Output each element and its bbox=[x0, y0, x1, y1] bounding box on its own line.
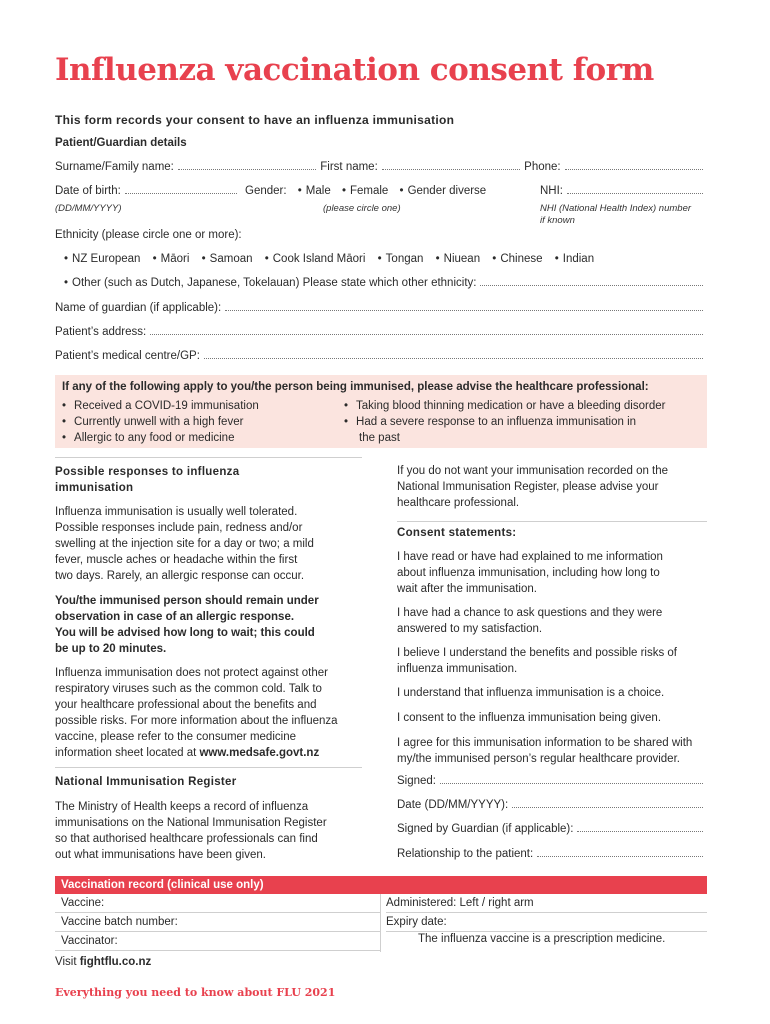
dob-row bbox=[55, 185, 241, 197]
form-subtitle: This form records your consent to have an influenza immunisation bbox=[55, 113, 455, 127]
register-heading: National Immunisation Register bbox=[55, 776, 237, 788]
ethnicity-options bbox=[64, 253, 594, 265]
address-field[interactable] bbox=[150, 333, 703, 335]
ethnicity-option-maori[interactable]: • Māori bbox=[152, 253, 190, 265]
guardian-label: Name of guardian (if applicable): bbox=[55, 302, 222, 314]
table-divider bbox=[380, 894, 381, 952]
relationship-label: Relationship to the patient: bbox=[397, 848, 534, 860]
advise-list-left bbox=[62, 398, 259, 446]
nhi-field[interactable] bbox=[567, 192, 703, 194]
medsafe-link[interactable]: www.medsafe.govt.nz bbox=[199, 747, 320, 759]
surname-field[interactable] bbox=[178, 168, 316, 170]
advise-item: • Received a COVID-19 immunisation bbox=[62, 400, 259, 412]
gender-option-diverse[interactable]: • Gender diverse bbox=[399, 185, 487, 197]
ethnicity-option-cook-island-maori[interactable]: • Cook Island Māori bbox=[264, 253, 366, 265]
advise-item: • Taking blood thinning medication or have a bleeding disorder bbox=[344, 400, 666, 412]
gender-option-male[interactable]: • Male bbox=[297, 185, 331, 197]
prescription-note: The influenza vaccine is a prescription medicine. bbox=[418, 933, 666, 945]
guardian-signature-field[interactable] bbox=[577, 830, 703, 832]
date-label: Date (DD/MM/YYYY): bbox=[397, 799, 509, 811]
medical-centre-label: Patient’s medical centre/GP: bbox=[55, 350, 200, 362]
ethnicity-option-samoan[interactable]: • Samoan bbox=[201, 253, 253, 265]
nhi-label: NHI: bbox=[540, 185, 563, 197]
nhi-row bbox=[540, 185, 707, 197]
divider bbox=[397, 521, 707, 522]
date-row bbox=[397, 799, 707, 811]
responses-heading: Possible responses to influenza immunisation bbox=[55, 466, 240, 494]
divider bbox=[55, 767, 362, 768]
first-name-label: First name: bbox=[320, 161, 378, 173]
consent-heading: Consent statements: bbox=[397, 527, 517, 539]
address-row bbox=[55, 326, 707, 338]
ethnicity-other-label: Other (such as Dutch, Japanese, Tokelauan) Please state which other ethnicity: bbox=[72, 277, 477, 289]
consent-statement-3: I believe I understand the benefits and possible risks of influenza immunisation. bbox=[397, 647, 678, 675]
administered-cell[interactable]: Administered: Left / right arm bbox=[386, 894, 707, 913]
ethnicity-option-tongan[interactable]: • Tongan bbox=[377, 253, 424, 265]
advise-item-continued: the past bbox=[359, 432, 400, 444]
ethnicity-other-row: • Other (such as Dutch, Japanese, Tokelauan) Please state which other ethnicity: bbox=[64, 277, 707, 289]
page-title: Influenza vaccination consent form bbox=[55, 52, 654, 88]
advise-item: • Currently unwell with a high fever bbox=[62, 416, 244, 428]
expiry-date-cell[interactable]: Expiry date: bbox=[386, 913, 707, 932]
relationship-row bbox=[397, 848, 707, 860]
visit-line: Visit fightflu.co.nz bbox=[55, 956, 152, 968]
dob-hint: (DD/MM/YYYY) bbox=[55, 203, 122, 214]
ethnicity-option-nz-european[interactable]: • NZ European bbox=[64, 253, 141, 265]
ethnicity-option-chinese[interactable]: • Chinese bbox=[492, 253, 543, 265]
name-phone-row bbox=[55, 161, 707, 173]
vaccine-cell[interactable]: Vaccine: bbox=[55, 894, 380, 913]
signature-field[interactable] bbox=[440, 782, 703, 784]
ethnicity-option-niuean[interactable]: • Niuean bbox=[435, 253, 481, 265]
batch-number-cell[interactable]: Vaccine batch number: bbox=[55, 913, 380, 932]
vaccinator-cell[interactable]: Vaccinator: bbox=[55, 932, 380, 951]
guardian-field[interactable] bbox=[225, 309, 703, 311]
observation-warning: You/the immunised person should remain under observation in case of an allergic response. You will be advised how long to wait; this could be up to 20 minutes. bbox=[55, 595, 319, 655]
consent-statement-1: I have read or have had explained to me information about influenza immunisation, including how long to wait after the immunisation. bbox=[397, 551, 663, 595]
ethnicity-label: Ethnicity (please circle one or more): bbox=[55, 229, 242, 241]
phone-label: Phone: bbox=[524, 161, 561, 173]
nhi-hint: NHI (National Health Index) number if known bbox=[540, 203, 692, 226]
responses-paragraph-1: Influenza immunisation is usually well tolerated. Possible responses include pain, redness and/or swelling at the injection site for a day or two; a mild fever, muscle aches or headache within the first two days. Rarely, an allergic response can occur. bbox=[55, 506, 314, 582]
consent-statement-2: I have had a chance to ask questions and they were answered to my satisfaction. bbox=[397, 607, 663, 635]
consent-statement-5: I consent to the influenza immunisation being given. bbox=[397, 712, 662, 724]
signed-row bbox=[397, 775, 707, 787]
vaccination-record-header: Vaccination record (clinical use only) bbox=[55, 876, 707, 894]
gender-label: Gender: bbox=[245, 185, 287, 197]
dob-label: Date of birth: bbox=[55, 185, 121, 197]
first-name-field[interactable] bbox=[382, 168, 520, 170]
footer-tagline: Everything you need to know about FLU 2021 bbox=[55, 986, 336, 999]
gender-option-female[interactable]: • Female bbox=[341, 185, 389, 197]
medical-centre-row bbox=[55, 350, 707, 362]
advise-item: • Had a severe response to an influenza immunisation in bbox=[344, 416, 637, 428]
advise-item: • Allergic to any food or medicine bbox=[62, 432, 235, 444]
register-opt-out: If you do not want your immunisation recorded on the National Immunisation Register, please advise your healthcare professional. bbox=[397, 465, 669, 509]
fightflu-link[interactable]: fightflu.co.nz bbox=[79, 956, 152, 968]
gender-hint: (please circle one) bbox=[323, 203, 401, 214]
register-paragraph: The Ministry of Health keeps a record of influenza immunisations on the National Immunisation Register so that authorised healthcare professionals can find out what immunisations have been given. bbox=[55, 801, 327, 861]
signed-label: Signed: bbox=[397, 775, 437, 787]
advise-list-right bbox=[344, 398, 665, 446]
patient-details-heading: Patient/Guardian details bbox=[55, 137, 187, 149]
consent-statement-6: I agree for this immunisation information to be shared with my/the immunised person’s regular healthcare provider. bbox=[397, 737, 693, 765]
gender-group bbox=[245, 185, 486, 197]
surname-label: Surname/Family name: bbox=[55, 161, 174, 173]
advise-heading: If any of the following apply to you/the person being immunised, please advise the healthcare professional: bbox=[62, 381, 649, 393]
ethnicity-option-indian[interactable]: • Indian bbox=[554, 253, 595, 265]
guardian-signed-row bbox=[397, 823, 707, 835]
divider bbox=[55, 457, 362, 458]
address-label: Patient’s address: bbox=[55, 326, 147, 338]
guardian-row bbox=[55, 302, 707, 314]
date-field[interactable] bbox=[512, 806, 703, 808]
medical-centre-field[interactable] bbox=[204, 357, 703, 359]
responses-paragraph-3: Influenza immunisation does not protect against other respiratory viruses such as the common cold. Talk to your healthcare professional about the benefits and possible risks. For more information about the influenza vaccine, please refer to the consumer medicine information sheet located at www.medsafe.govt.nz bbox=[55, 667, 338, 759]
consent-statement-4: I understand that influenza immunisation is a choice. bbox=[397, 687, 665, 699]
dob-field[interactable] bbox=[125, 192, 237, 194]
relationship-field[interactable] bbox=[537, 855, 703, 857]
ethnicity-other-field[interactable] bbox=[480, 284, 703, 286]
guardian-signed-label: Signed by Guardian (if applicable): bbox=[397, 823, 574, 835]
phone-field[interactable] bbox=[565, 168, 703, 170]
